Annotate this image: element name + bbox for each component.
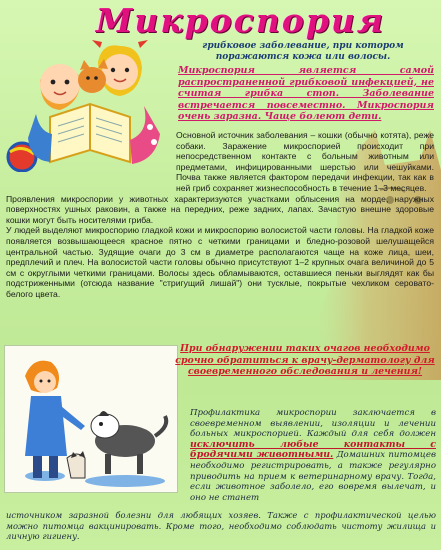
- prevention-emphasis: исключить любые контакты с бродячими животными.: [190, 438, 436, 461]
- doctor-alert: При обнаружении таких очагов необходимо срочно обратиться к врачу-дерматологу для своевременного обследования и лечения!: [175, 343, 435, 378]
- boy-with-dog-illustration: [4, 345, 178, 493]
- prevention-tail: Домашних питомцев необходимо регистрировать, а также регулярно приводить на прием к ветеринарному врачу. Тогда, если животное заболело, его вовремя вылечат, и оно не станет: [190, 450, 436, 503]
- paragraph-animals: Проявления микроспории у животных характеризуются участками облысения на морде, наружных поверхностях ушных раковин, а также на передних, реже задних, лапах. Зачастую внешне здоровые кошки могут быть носителями гриба.: [6, 193, 434, 225]
- prevention-lead: Профилактика микроспории заключается в своевременном выявлении, изоляции и лечении больных микроспорией. Каждый для себя должен: [190, 408, 436, 440]
- paragraph-source: Основной источник заболевания – кошки (обычно котята), реже собаки. Заражение микроспорией происходит при непосредственном контакте с больным животным или предметами, инфицированными шерстью или чешуйками. Почва также является фактором передачи инфекции, так как в ней гриб сохраняет жизнеспособность в течение 1–3 месяцев.: [176, 130, 434, 193]
- key-facts: Микроспория является самой распространенной грибковой инфекцией, не считая грибка стоп. Заболевание встречается повсеместно. Микроспория очень заразна. Чаще болеют дети.: [178, 65, 434, 122]
- paragraph-humans: У людей выделяют микроспорию гладкой кожи и микроспорию волосистой части головы. На гладкой коже появляется возвышающееся красное пятно с четкими границами и бледно-розовой шелушащейся центральной частью. Зудящие очаги до 3 см в диаметре располагаются чаще на коже лица, шеи, предплечий и плеч. На волосистой части головы обычно присутствуют 1–2 крупных очага величиной до 5 см с округлыми четкими границами. Волосы здесь обламываются, оставшиеся пеньки выглядят как бы подстриженными (отсюда название "стригущий лишай") они тусклые, покрытые чехликом серовато-белого цвета.: [6, 225, 434, 299]
- closing-text: источником заразной болезни для любящих хозяев. Также с профилактической целью можно питомца вакцинировать. Кроме того, необходимо соблюдать чистоту жилища и личную гигиену.: [6, 510, 436, 542]
- poster-subtitle: грибковое заболевание, при котором поражаются кожа или волосы.: [202, 41, 404, 62]
- main-text: [6, 130, 434, 300]
- poster-title: Микроспория: [95, 2, 386, 40]
- prevention-text: [190, 408, 436, 503]
